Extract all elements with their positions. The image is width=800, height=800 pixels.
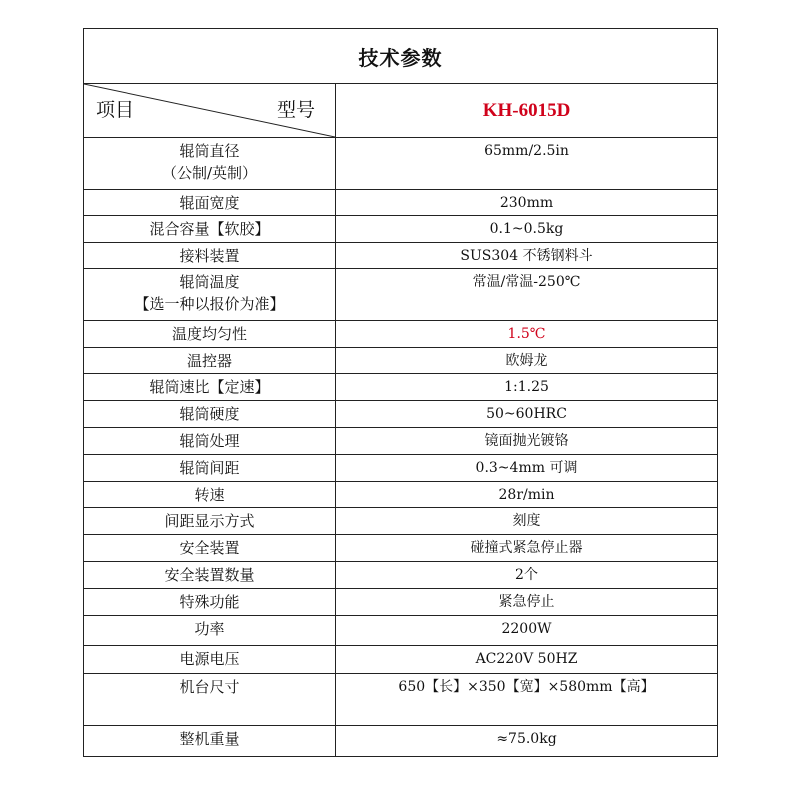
row-label-cell bbox=[84, 269, 336, 320]
row-value: 0.1~0.5kg bbox=[489, 221, 564, 237]
row-value: SUS304 不锈钢料斗 bbox=[460, 248, 593, 264]
row-label: 特殊功能 bbox=[179, 593, 240, 611]
table-row bbox=[84, 482, 717, 508]
table-row bbox=[84, 243, 717, 269]
row-label-cell bbox=[84, 616, 336, 645]
table-row bbox=[84, 401, 717, 428]
row-value: 紧急停止 bbox=[498, 594, 555, 610]
row-label: 辊筒间距 bbox=[179, 459, 240, 477]
row-value: ≈75.0kg bbox=[496, 731, 557, 747]
spec-table bbox=[83, 28, 718, 757]
item-label: 项目 bbox=[96, 99, 135, 121]
row-label-cell bbox=[84, 674, 336, 725]
table-row bbox=[84, 138, 717, 190]
row-label-cell bbox=[84, 726, 336, 756]
row-label-cell bbox=[84, 535, 336, 561]
table-row bbox=[84, 428, 717, 455]
row-label-cell bbox=[84, 216, 336, 242]
model-label: 型号 bbox=[276, 99, 315, 121]
row-value: 2200W bbox=[501, 621, 552, 637]
row-label-cell bbox=[84, 243, 336, 268]
table-row bbox=[84, 535, 717, 562]
row-label: 接料装置 bbox=[179, 247, 240, 265]
table-row bbox=[84, 321, 717, 348]
row-label: 整机重量 bbox=[179, 730, 240, 748]
row-label: 辊筒速比【定速】 bbox=[149, 378, 270, 396]
row-label-cell bbox=[84, 348, 336, 373]
row-label: 安全装置 bbox=[179, 539, 240, 557]
table-row bbox=[84, 269, 717, 321]
row-label-cell bbox=[84, 138, 336, 189]
row-label: 辊面宽度 bbox=[179, 194, 240, 212]
table-row bbox=[84, 726, 717, 756]
row-value: 28r/min bbox=[498, 487, 555, 503]
table-row bbox=[84, 190, 717, 216]
row-value: 欧姆龙 bbox=[505, 353, 548, 369]
row-label: 温控器 bbox=[186, 352, 232, 370]
table-row bbox=[84, 508, 717, 535]
table-row bbox=[84, 348, 717, 374]
row-value: 650【长】×350【宽】×580mm【高】 bbox=[398, 679, 655, 695]
row-label-cell bbox=[84, 190, 336, 215]
row-value: 1:1.25 bbox=[504, 379, 549, 395]
row-label: 辊筒硬度 bbox=[179, 405, 240, 423]
row-label: 辊筒处理 bbox=[179, 432, 240, 450]
row-label-cell bbox=[84, 562, 336, 588]
table-body bbox=[84, 138, 717, 756]
row-label-cell bbox=[84, 401, 336, 427]
row-label-cell bbox=[84, 646, 336, 673]
row-label-secondary: （公制/英制） bbox=[161, 164, 258, 182]
row-label: 混合容量【软胶】 bbox=[149, 220, 270, 238]
row-label: 间距显示方式 bbox=[164, 512, 255, 530]
row-label-cell bbox=[84, 321, 336, 347]
row-value: 2个 bbox=[515, 567, 538, 583]
row-label: 安全装置数量 bbox=[164, 566, 255, 584]
row-value: 1.5℃ bbox=[507, 326, 546, 342]
row-label: 转速 bbox=[194, 486, 225, 504]
row-value: 50~60HRC bbox=[486, 406, 567, 422]
table-row bbox=[84, 674, 717, 726]
table-row bbox=[84, 562, 717, 589]
row-label: 功率 bbox=[194, 620, 225, 638]
row-value: 镜面抛光镀铬 bbox=[484, 433, 569, 449]
row-label: 温度均匀性 bbox=[171, 325, 247, 343]
row-label-cell bbox=[84, 589, 336, 615]
table-row bbox=[84, 589, 717, 616]
row-value: 0.3~4mm 可调 bbox=[475, 460, 578, 476]
row-value: 230mm bbox=[499, 195, 554, 211]
row-label: 机台尺寸 bbox=[179, 678, 240, 696]
table-title: 技术参数 bbox=[84, 29, 717, 84]
table-row bbox=[84, 616, 717, 646]
row-label-cell bbox=[84, 374, 336, 400]
table-row bbox=[84, 216, 717, 243]
row-label: 电源电压 bbox=[179, 650, 240, 668]
row-value: AC220V 50HZ bbox=[475, 651, 578, 667]
row-label-cell bbox=[84, 508, 336, 534]
row-value: 刻度 bbox=[512, 513, 541, 529]
table-row bbox=[84, 455, 717, 482]
header-diagonal-cell bbox=[84, 84, 336, 137]
row-label-secondary: 【选一种以报价为准】 bbox=[134, 295, 285, 313]
row-label-cell bbox=[84, 428, 336, 454]
header-row bbox=[84, 84, 717, 138]
row-value: 常温/常温-250℃ bbox=[472, 274, 581, 290]
row-value: 65mm/2.5in bbox=[484, 143, 569, 159]
row-label-cell bbox=[84, 455, 336, 481]
table-row bbox=[84, 646, 717, 674]
table-row bbox=[84, 374, 717, 401]
row-label: 辊筒直径 bbox=[179, 142, 240, 160]
row-label-cell bbox=[84, 482, 336, 507]
model-value: KH-6015D bbox=[482, 99, 571, 121]
row-value: 碰撞式紧急停止器 bbox=[470, 540, 583, 556]
row-label: 辊筒温度 bbox=[179, 273, 240, 291]
